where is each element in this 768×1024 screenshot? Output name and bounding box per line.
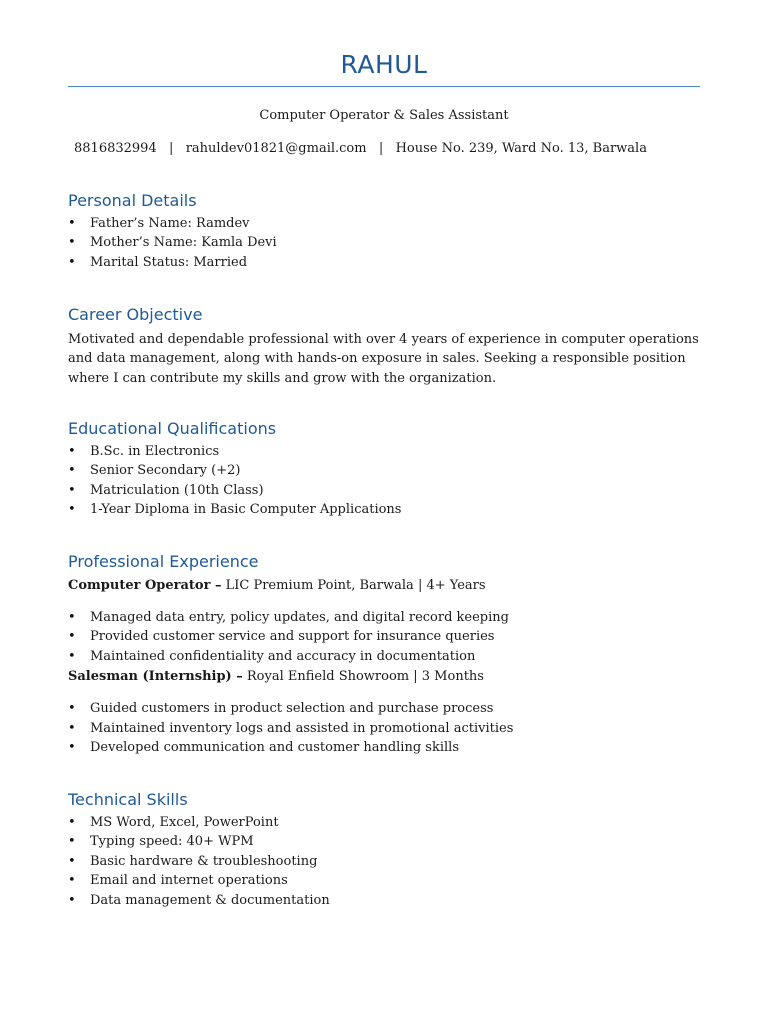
contact-separator: |	[169, 141, 174, 156]
technical-skills-section	[68, 789, 700, 910]
candidate-name: RAHUL	[340, 50, 428, 79]
personal-details-list	[68, 214, 700, 272]
job-title-line	[68, 667, 700, 686]
contact-separator: |	[378, 141, 384, 156]
career-objective-text: Motivated and dependable professional with over 4 years of experience in computer operations and data management, along with hands-on exposure in sales. Seeking a responsible position where I can contribute my skills and grow with the organization.	[68, 332, 699, 386]
personal-details-section	[68, 190, 700, 272]
home-address: House No. 239, Ward No. 13, Barwala	[395, 141, 647, 156]
list-item: • Senior Secondary (+2)	[68, 461, 700, 480]
section-heading: Career Objective	[68, 305, 203, 324]
job-details: Royal Enfield Showroom | 3 Months	[242, 669, 484, 685]
list-item: • Managed data entry, policy updates, and digital record keeping	[68, 608, 700, 627]
job-duties-list	[68, 608, 700, 666]
list-item: • Maintained confidentiality and accuracy in documentation	[68, 647, 700, 666]
list-item: • Typing speed: 40+ WPM	[68, 832, 700, 851]
list-item: • MS Word, Excel, PowerPoint	[68, 813, 700, 832]
education-section	[68, 418, 700, 520]
list-item: • Marital Status: Married	[68, 253, 700, 272]
list-item: • Guided customers in product selection and purchase process	[68, 699, 700, 718]
job-duties-list	[68, 699, 700, 757]
job-role: Salesman (Internship) –	[68, 669, 243, 685]
skills-list	[68, 813, 700, 910]
job-details: LIC Premium Point, Barwala | 4+ Years	[221, 578, 486, 593]
job-title: Computer Operator & Sales Assistant	[259, 108, 509, 123]
section-heading: Personal Details	[68, 191, 197, 210]
section-heading: Educational Qualifications	[68, 419, 277, 438]
experience-section	[68, 551, 700, 757]
career-objective-section	[68, 304, 700, 388]
job-role: Computer Operator –	[68, 578, 222, 593]
list-item: • Maintained inventory logs and assisted in promotional activities	[68, 719, 700, 738]
education-list	[68, 442, 700, 520]
list-item: • Email and internet operations	[68, 871, 700, 890]
email-address: rahuldev01821@gmail.com	[185, 141, 367, 156]
phone-number: 8816832994	[74, 141, 157, 156]
section-heading: Professional Experience	[68, 552, 259, 571]
section-heading: Technical Skills	[68, 790, 188, 809]
contact-line	[68, 141, 700, 157]
list-item: • Matriculation (10th Class)	[68, 481, 700, 500]
list-item: • Mother’s Name: Kamla Devi	[68, 233, 700, 252]
list-item: • 1-Year Diploma in Basic Computer Applications	[68, 500, 700, 519]
list-item: • Data management & documentation	[68, 891, 700, 910]
header-divider	[68, 86, 700, 87]
list-item: • Developed communication and customer handling skills	[68, 738, 700, 757]
resume-page	[68, 0, 700, 908]
list-item: • Basic hardware & troubleshooting	[68, 852, 700, 871]
list-item: • Provided customer service and support for insurance queries	[68, 627, 700, 646]
list-item: • Father’s Name: Ramdev	[68, 214, 700, 233]
list-item: • B.Sc. in Electronics	[68, 442, 700, 461]
job-title-line	[68, 576, 700, 595]
